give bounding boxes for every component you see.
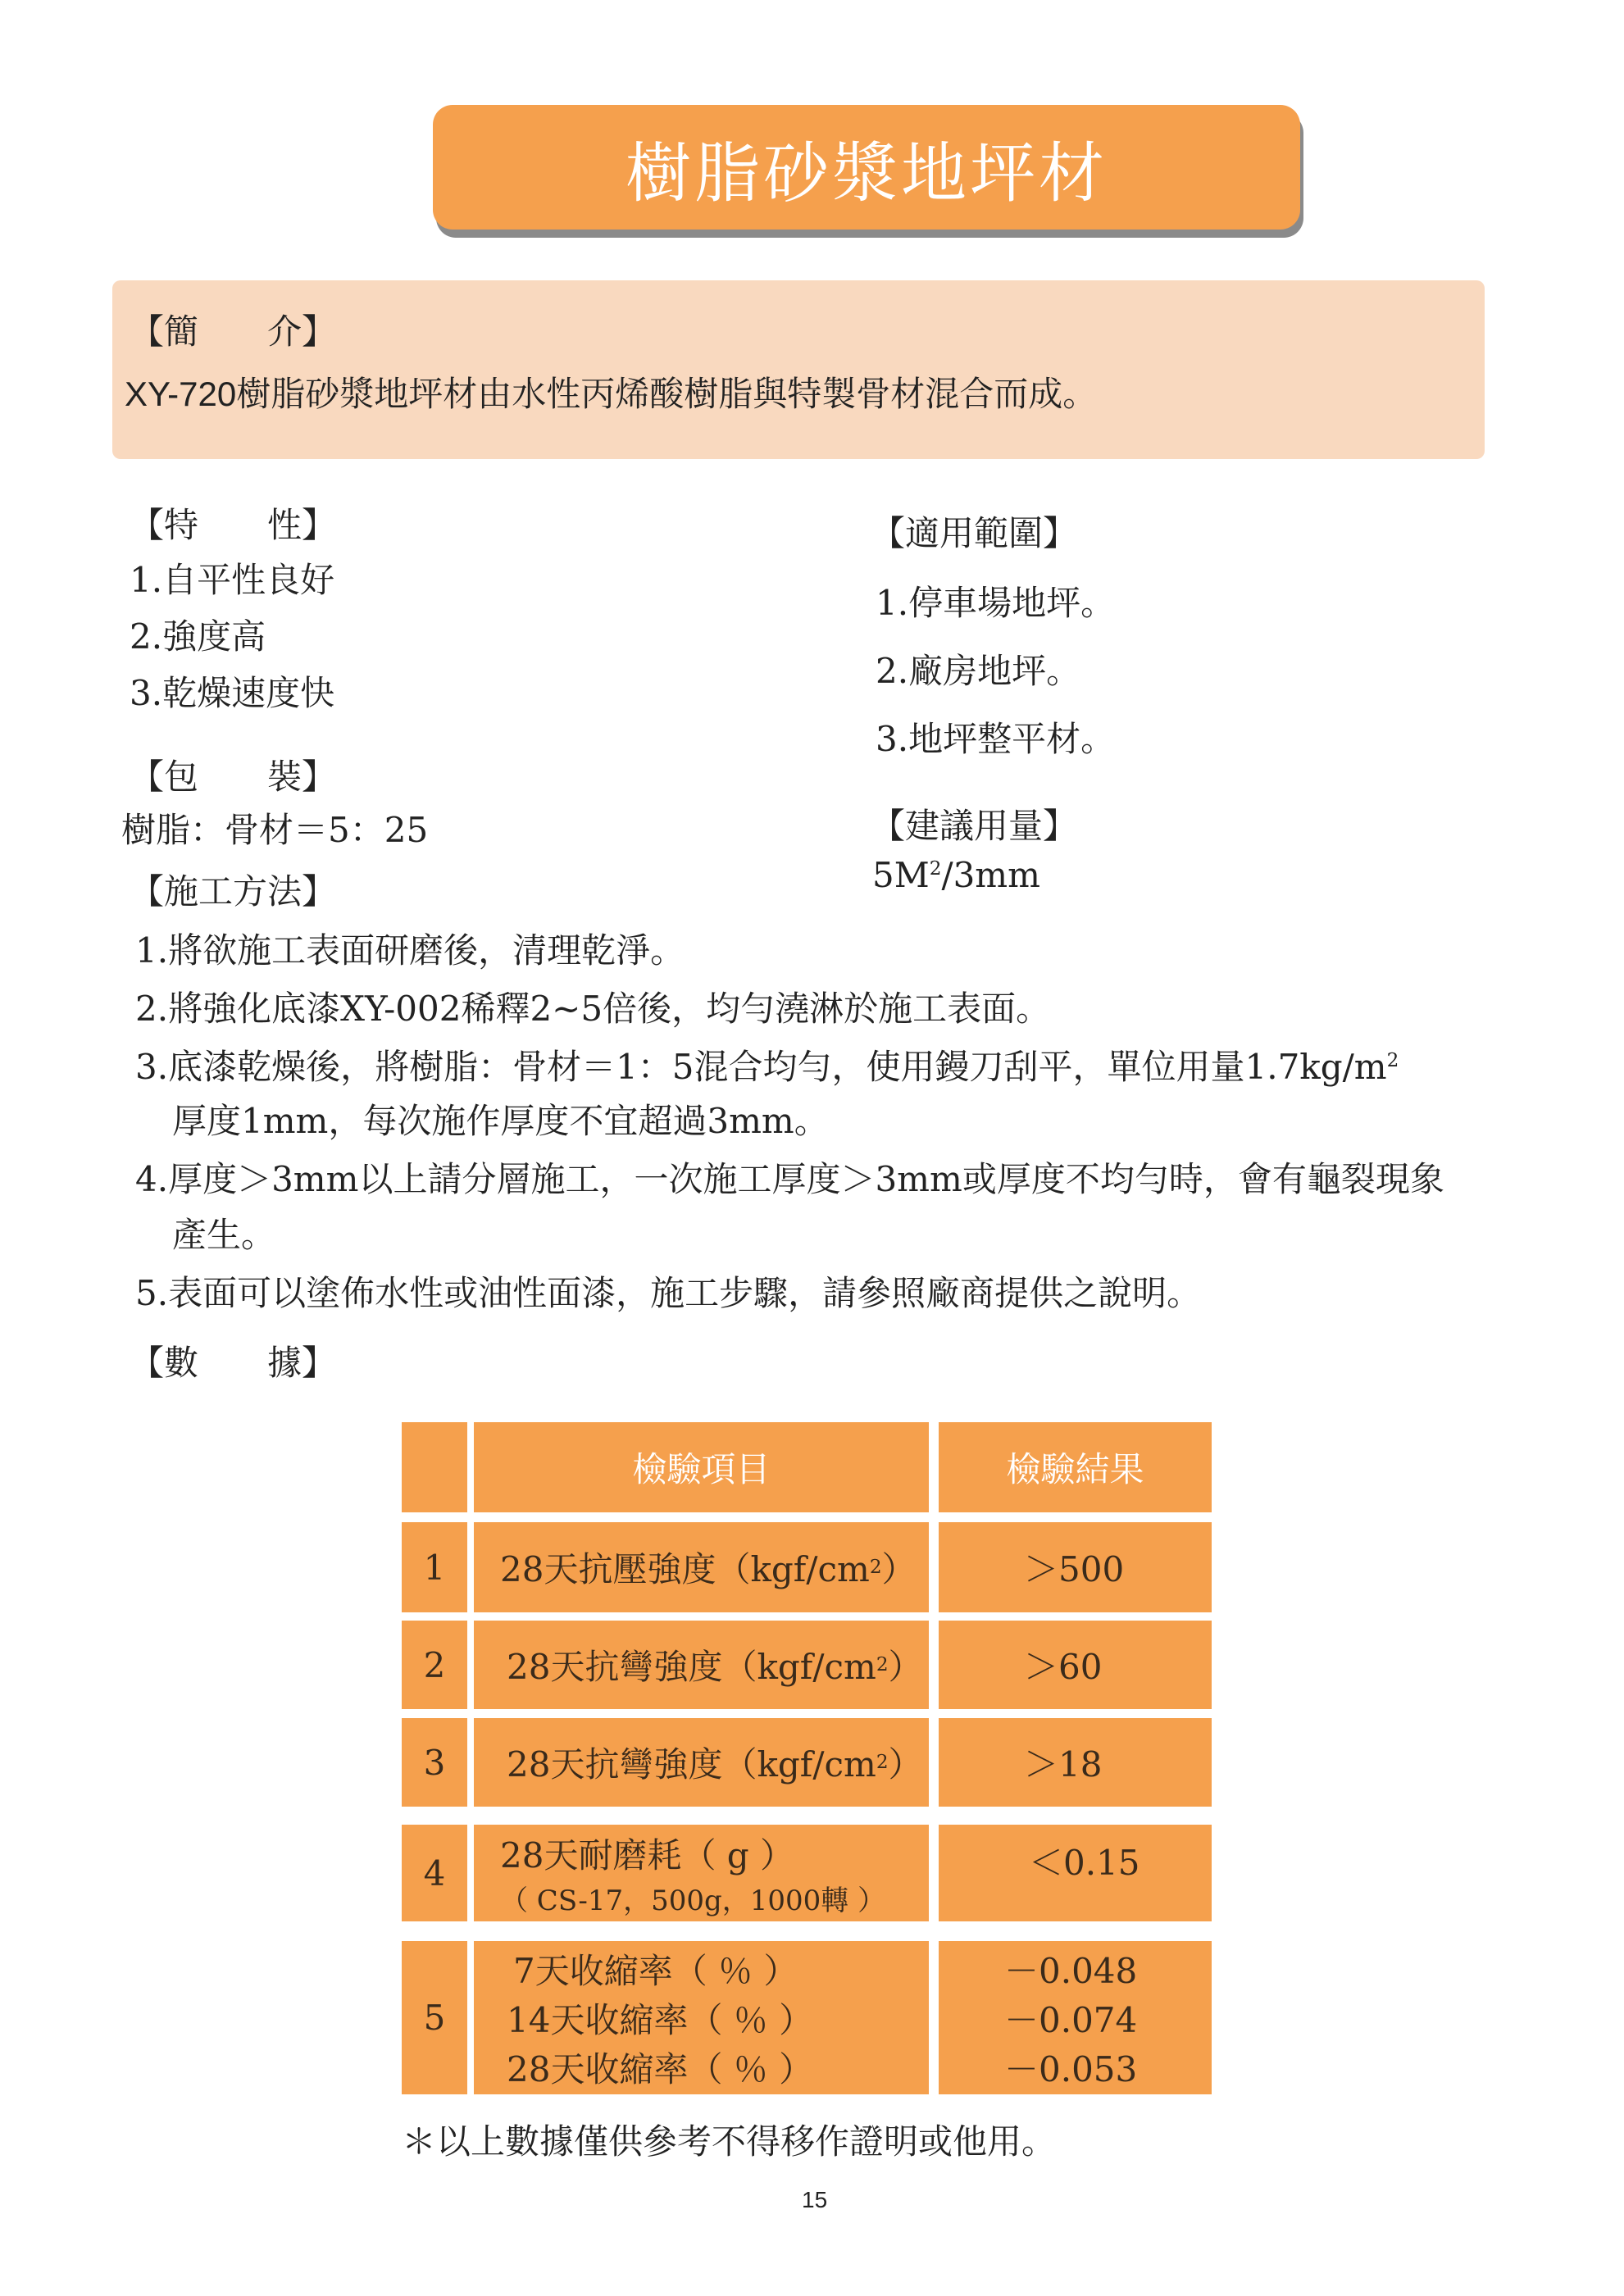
- intro-code: XY-720: [125, 375, 237, 413]
- data-heading: 【數 據】: [130, 1343, 337, 1383]
- item-text: 28天收縮率（ ％ ）: [507, 2048, 814, 2089]
- table-row-result: [939, 1941, 1212, 2094]
- packaging-heading: 【包 裝】: [130, 757, 337, 797]
- table-row-result: ＜0.15: [939, 1825, 1212, 1921]
- table-row-number: 2: [402, 1621, 467, 1709]
- table-row-item: 28天抗彎強度（kgf/cm 2 ）: [474, 1718, 929, 1807]
- item-text: 7天收縮率（ ％ ）: [513, 1950, 798, 1991]
- table-row-result: ＞60: [939, 1621, 1212, 1709]
- result-value: －0.053: [1004, 2048, 1138, 2089]
- item-text-end: ）: [888, 1744, 923, 1785]
- item-text: 28天耐磨耗（ g ）: [500, 1835, 795, 1875]
- item-text: 28天抗壓強度（kgf/cm: [500, 1549, 870, 1589]
- usage-unit: /3mm: [941, 855, 1040, 895]
- table-row-number: 1: [402, 1522, 467, 1612]
- item-subtext: （ CS-17，500g，1000轉 ）: [500, 1884, 886, 1917]
- feature-item: 2.強度高: [130, 616, 266, 657]
- method-step: 2.將強化底漆XY-002稀釋2~5倍後，均勻澆淋於施工表面。: [135, 989, 1051, 1029]
- table-row-result: ＞18: [939, 1718, 1212, 1807]
- item-text: 28天抗彎強度（kgf/cm: [507, 1744, 876, 1785]
- features-heading: 【特 性】: [130, 505, 337, 545]
- usage-value: 5M: [872, 855, 930, 895]
- method-step: [135, 1040, 1399, 1089]
- method-step: 5.表面可以塗佈水性或油性面漆，施工步驟，請參照廠商提供之說明。: [135, 1273, 1202, 1313]
- method-step: 1.將欲施工表面研磨後，清理乾淨。: [135, 930, 685, 971]
- title-banner: [433, 105, 1300, 230]
- scope-heading: 【適用範圍】: [871, 513, 1078, 553]
- feature-item: 3.乾燥速度快: [130, 673, 335, 713]
- table-row-result: ＞500: [939, 1522, 1212, 1612]
- scope-item: 1.停車場地坪。: [876, 583, 1116, 623]
- page-title: 樹脂砂漿地坪材: [625, 134, 1108, 211]
- intro-description: 樹脂砂漿地坪材由水性丙烯酸樹脂與特製骨材混合而成。: [236, 374, 1098, 414]
- usage-text: [872, 855, 1040, 895]
- intro-text: [125, 367, 1097, 416]
- table-row-item: [474, 1941, 929, 2094]
- scope-item: 2.廠房地坪。: [876, 651, 1081, 691]
- table-row-item: 28天抗壓強度（kgf/cm 2 ）: [474, 1522, 929, 1612]
- item-text-end: ）: [881, 1549, 917, 1589]
- table-row-item: [474, 1825, 929, 1921]
- method-step3-superscript: 2: [1386, 1050, 1399, 1071]
- usage-superscript: 2: [929, 858, 942, 880]
- table-row-number: 3: [402, 1718, 467, 1807]
- packaging-text: 樹脂：骨材＝5：25: [121, 810, 429, 850]
- method-step: 4.厚度＞3mm以上請分層施工，一次施工厚度＞3mm或厚度不均勻時，會有龜裂現象: [135, 1159, 1444, 1199]
- table-header-number: [402, 1422, 467, 1512]
- data-note: ＊以上數據僅供參考不得移作證明或他用。: [402, 2121, 1057, 2162]
- feature-item: 1.自平性良好: [130, 560, 335, 600]
- method-heading: 【施工方法】: [130, 871, 337, 912]
- table-header-result: 檢驗結果: [939, 1422, 1212, 1512]
- method-step3-text: 3.底漆乾燥後，將樹脂：骨材＝1：5混合均勻，使用鏝刀刮平，單位用量1.7kg/m: [135, 1047, 1387, 1087]
- page-number: 15: [802, 2187, 828, 2212]
- item-text: 14天收縮率（ ％ ）: [507, 1999, 814, 2040]
- result-value: －0.048: [1004, 1950, 1138, 1991]
- scope-item: 3.地坪整平材。: [876, 719, 1116, 759]
- result-value: －0.074: [1004, 1999, 1138, 2040]
- table-row-number: 4: [402, 1825, 467, 1921]
- item-text: 28天抗彎強度（kgf/cm: [507, 1647, 876, 1687]
- table-row-number: 5: [402, 1941, 467, 2094]
- intro-heading: 【簡 介】: [130, 311, 337, 352]
- table-header-item: 檢驗項目: [474, 1422, 929, 1512]
- method-step-continuation: 產生。: [172, 1215, 276, 1255]
- usage-heading: 【建議用量】: [871, 806, 1078, 846]
- item-text-end: ）: [888, 1647, 923, 1687]
- table-row-item: 28天抗彎強度（kgf/cm 2 ）: [474, 1621, 929, 1709]
- method-step-continuation: 厚度1mm，每次施作厚度不宜超過3mm。: [172, 1101, 829, 1141]
